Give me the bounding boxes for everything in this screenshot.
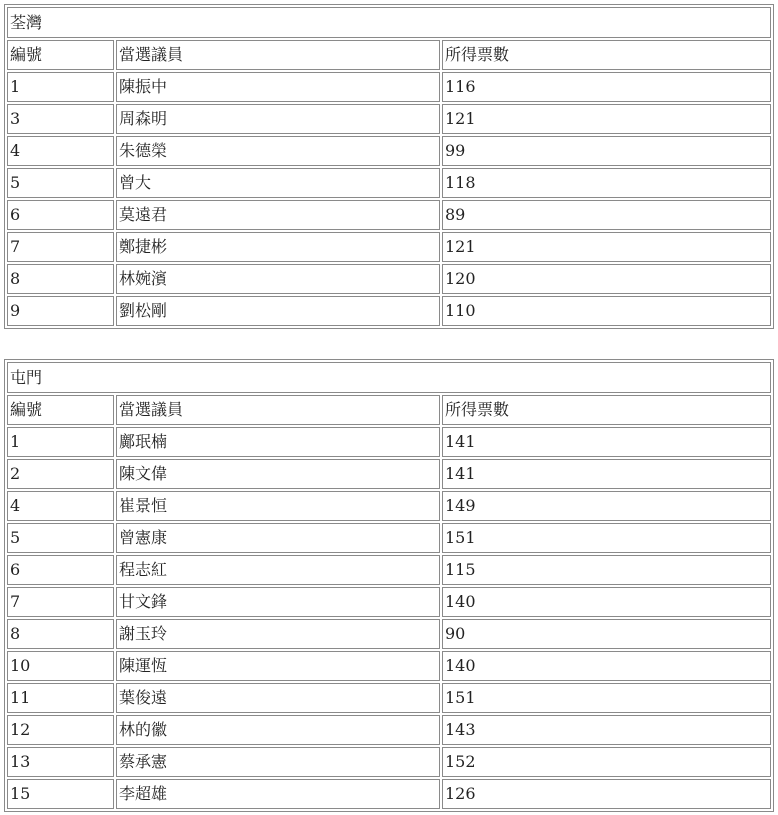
table-row bbox=[7, 619, 771, 649]
table-row bbox=[7, 587, 771, 617]
table-row bbox=[7, 136, 771, 166]
cell-number: 15 bbox=[7, 779, 114, 809]
cell-number: 12 bbox=[7, 715, 114, 745]
cell-number: 7 bbox=[7, 232, 114, 262]
cell-votes: 143 bbox=[442, 715, 771, 745]
cell-votes: 141 bbox=[442, 459, 771, 489]
table-row bbox=[7, 459, 771, 489]
cell-councillor-name: 陳文偉 bbox=[116, 459, 440, 489]
cell-number: 7 bbox=[7, 587, 114, 617]
table-row bbox=[7, 104, 771, 134]
cell-number: 9 bbox=[7, 296, 114, 326]
cell-number: 2 bbox=[7, 459, 114, 489]
cell-votes: 152 bbox=[442, 747, 771, 777]
cell-votes: 141 bbox=[442, 427, 771, 457]
cell-number: 6 bbox=[7, 200, 114, 230]
district-title: 屯門 bbox=[7, 362, 771, 393]
district-title: 荃灣 bbox=[7, 7, 771, 38]
cell-councillor-name: 林婉濱 bbox=[116, 264, 440, 294]
table-body bbox=[7, 362, 771, 809]
table-row bbox=[7, 715, 771, 745]
cell-number: 11 bbox=[7, 683, 114, 713]
cell-votes: 110 bbox=[442, 296, 771, 326]
cell-number: 4 bbox=[7, 136, 114, 166]
cell-councillor-name: 鄺珉楠 bbox=[116, 427, 440, 457]
cell-votes: 151 bbox=[442, 523, 771, 553]
table-row bbox=[7, 523, 771, 553]
cell-number: 5 bbox=[7, 523, 114, 553]
cell-councillor-name: 崔景恒 bbox=[116, 491, 440, 521]
cell-number: 1 bbox=[7, 427, 114, 457]
cell-votes: 151 bbox=[442, 683, 771, 713]
cell-councillor-name: 劉松剛 bbox=[116, 296, 440, 326]
cell-councillor-name: 陳運恆 bbox=[116, 651, 440, 681]
cell-councillor-name: 程志紅 bbox=[116, 555, 440, 585]
cell-councillor-name: 曾憲康 bbox=[116, 523, 440, 553]
cell-number: 8 bbox=[7, 619, 114, 649]
cell-councillor-name: 甘文鋒 bbox=[116, 587, 440, 617]
table-row bbox=[7, 264, 771, 294]
table-row bbox=[7, 296, 771, 326]
cell-councillor-name: 蔡承憲 bbox=[116, 747, 440, 777]
cell-votes: 140 bbox=[442, 651, 771, 681]
cell-councillor-name: 李超雄 bbox=[116, 779, 440, 809]
table-row bbox=[7, 651, 771, 681]
cell-votes: 121 bbox=[442, 104, 771, 134]
table-row bbox=[7, 168, 771, 198]
cell-votes: 115 bbox=[442, 555, 771, 585]
header-number: 編號 bbox=[7, 40, 114, 70]
cell-votes: 149 bbox=[442, 491, 771, 521]
table-row bbox=[7, 779, 771, 809]
table-row bbox=[7, 491, 771, 521]
table-row bbox=[7, 427, 771, 457]
header-councillor: 當選議員 bbox=[116, 395, 440, 425]
cell-votes: 120 bbox=[442, 264, 771, 294]
cell-number: 6 bbox=[7, 555, 114, 585]
cell-votes: 116 bbox=[442, 72, 771, 102]
table-row bbox=[7, 555, 771, 585]
cell-votes: 140 bbox=[442, 587, 771, 617]
cell-councillor-name: 謝玉玲 bbox=[116, 619, 440, 649]
cell-councillor-name: 周森明 bbox=[116, 104, 440, 134]
district-title-row bbox=[7, 7, 771, 38]
header-number: 編號 bbox=[7, 395, 114, 425]
cell-votes: 121 bbox=[442, 232, 771, 262]
cell-votes: 126 bbox=[442, 779, 771, 809]
header-councillor: 當選議員 bbox=[116, 40, 440, 70]
results-table-tuen-mun bbox=[4, 359, 774, 812]
cell-number: 1 bbox=[7, 72, 114, 102]
cell-councillor-name: 林的徽 bbox=[116, 715, 440, 745]
results-table-tsuen-wan bbox=[4, 4, 774, 329]
cell-number: 13 bbox=[7, 747, 114, 777]
cell-number: 8 bbox=[7, 264, 114, 294]
table-row bbox=[7, 232, 771, 262]
cell-councillor-name: 朱德榮 bbox=[116, 136, 440, 166]
district-title-row bbox=[7, 362, 771, 393]
table-row bbox=[7, 72, 771, 102]
cell-councillor-name: 鄭捷彬 bbox=[116, 232, 440, 262]
cell-votes: 90 bbox=[442, 619, 771, 649]
cell-votes: 99 bbox=[442, 136, 771, 166]
header-row bbox=[7, 40, 771, 70]
cell-number: 4 bbox=[7, 491, 114, 521]
cell-councillor-name: 陳振中 bbox=[116, 72, 440, 102]
table-body bbox=[7, 7, 771, 326]
cell-number: 5 bbox=[7, 168, 114, 198]
table-row bbox=[7, 747, 771, 777]
cell-councillor-name: 曾大 bbox=[116, 168, 440, 198]
table-row bbox=[7, 200, 771, 230]
table-row bbox=[7, 683, 771, 713]
header-row bbox=[7, 395, 771, 425]
cell-councillor-name: 葉俊遠 bbox=[116, 683, 440, 713]
header-votes: 所得票數 bbox=[442, 395, 771, 425]
cell-votes: 118 bbox=[442, 168, 771, 198]
cell-councillor-name: 莫遠君 bbox=[116, 200, 440, 230]
header-votes: 所得票數 bbox=[442, 40, 771, 70]
cell-number: 10 bbox=[7, 651, 114, 681]
cell-number: 3 bbox=[7, 104, 114, 134]
cell-votes: 89 bbox=[442, 200, 771, 230]
